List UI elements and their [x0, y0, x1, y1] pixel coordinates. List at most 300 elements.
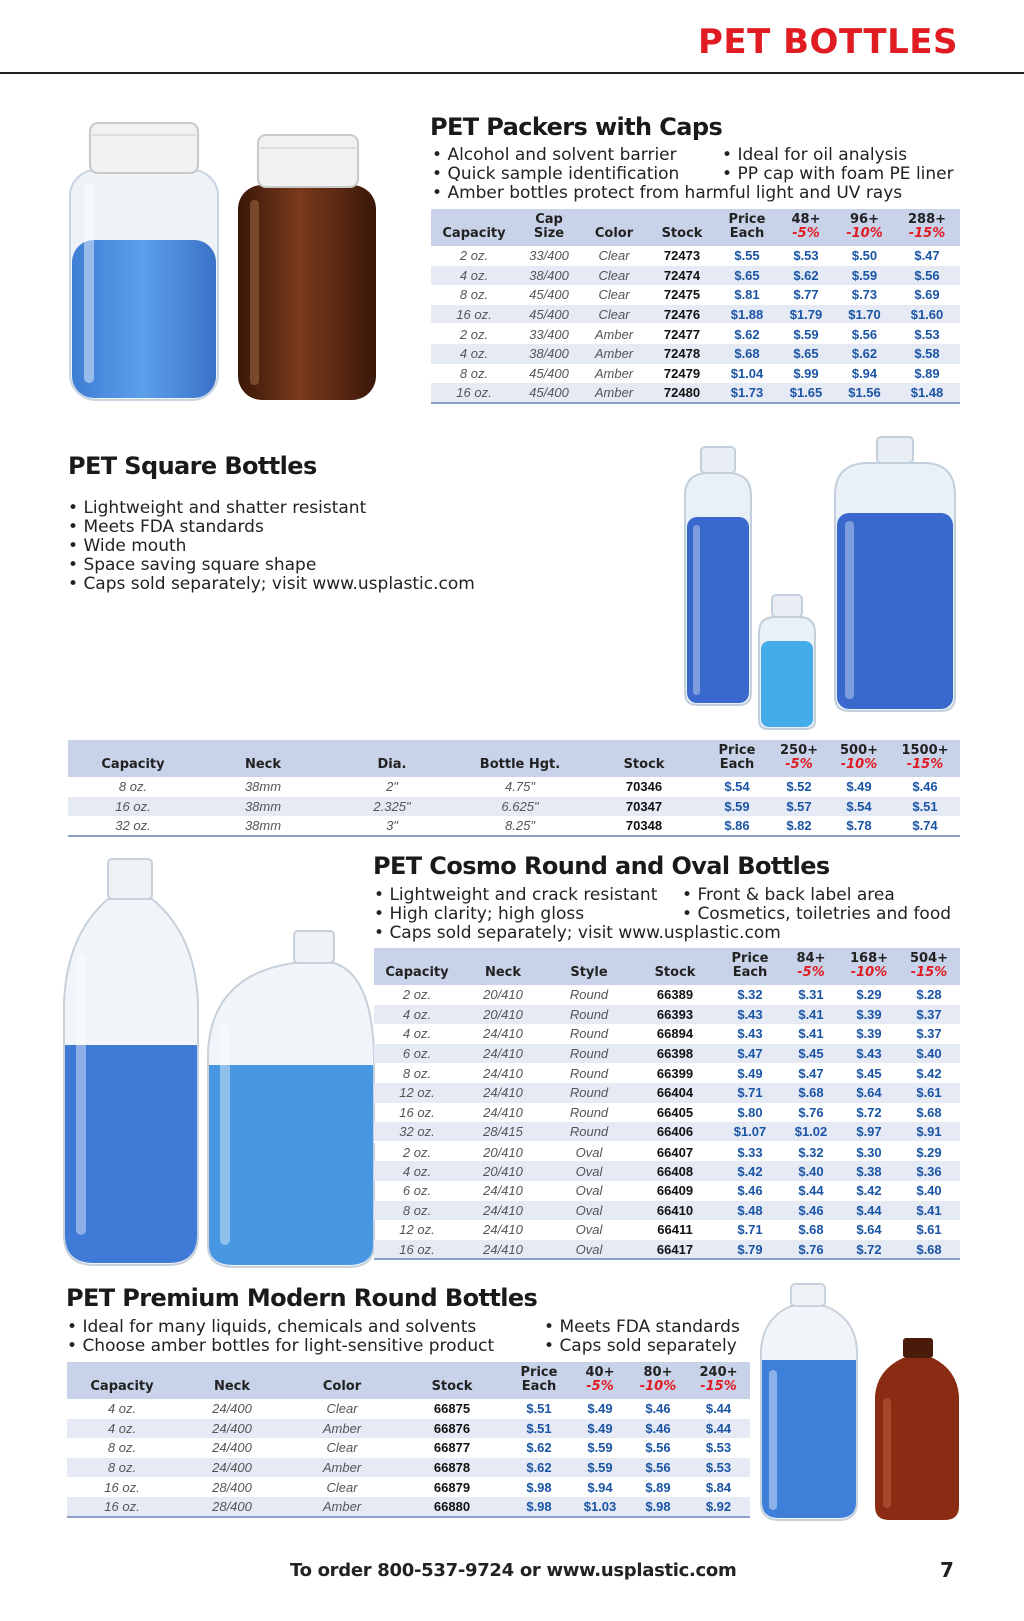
col-tier-2: 500+ -10%: [828, 740, 890, 777]
table-cell: 16 oz.: [431, 383, 517, 403]
table-cell: $.64: [840, 1083, 898, 1103]
cosmo-bullets: [374, 886, 951, 943]
table-cell: $.36: [898, 1161, 960, 1181]
table-cell: $.30: [840, 1142, 898, 1162]
table-cell: 16 oz.: [67, 1497, 177, 1517]
table-cell: Round: [569, 1026, 609, 1042]
table-cell: $.46: [782, 1201, 840, 1221]
table-cell: Clear: [326, 1440, 358, 1456]
col-capacity: Capacity: [374, 948, 460, 985]
table-cell: $.42: [856, 1183, 882, 1199]
table-cell: 6.625": [456, 797, 584, 817]
col-price-each: Price Each: [704, 740, 770, 777]
table-cell: 20/410: [460, 1161, 546, 1181]
packers-bullet: • Amber bottles protect from harmful light and UV rays: [432, 184, 954, 203]
table-cell: $.42: [718, 1161, 782, 1181]
table-cell: $.59: [835, 266, 894, 286]
table-cell: Oval: [546, 1240, 632, 1260]
table-cell: $1.79: [777, 305, 835, 325]
table-cell: $.62: [526, 1440, 552, 1456]
table-cell: 66408: [632, 1161, 718, 1181]
table-cell: 45/400: [529, 365, 569, 381]
table-cell: $.94: [851, 365, 878, 381]
table-cell: $1.88: [717, 305, 777, 325]
table-row: [67, 1458, 750, 1478]
table-cell: $.53: [894, 324, 960, 344]
table-cell: $.46: [645, 1401, 671, 1417]
col-tier-2: 80+ -10%: [629, 1362, 687, 1399]
col-tier-1: 40+ -5%: [571, 1362, 629, 1399]
table-cell: $.40: [916, 1183, 942, 1199]
table-cell: 66393: [632, 1005, 718, 1025]
table-cell: 66404: [632, 1083, 718, 1103]
table-cell: Amber: [581, 324, 647, 344]
table-cell: $.53: [687, 1458, 750, 1478]
col-tier-2: 96+ -10%: [835, 209, 894, 246]
table-cell: $.49: [846, 779, 872, 795]
table-cell: $.49: [571, 1419, 629, 1439]
packers-title: PET Packers with Caps: [430, 113, 723, 141]
table-cell: $.99: [793, 365, 819, 381]
table-cell: 2 oz.: [459, 248, 489, 264]
table-cell: $.50: [851, 248, 878, 264]
table-cell: $.57: [770, 797, 828, 817]
table-cell: 4 oz.: [374, 1005, 460, 1025]
table-cell: $.64: [856, 1222, 882, 1238]
table-row: [67, 1438, 750, 1458]
table-cell: 8 oz.: [374, 1201, 460, 1221]
table-cell: $.61: [916, 1222, 942, 1238]
table-cell: 32 oz.: [374, 1122, 460, 1142]
table-cell: Clear: [598, 248, 630, 264]
table-cell: $.62: [835, 344, 894, 364]
table-cell: 4 oz.: [67, 1419, 177, 1439]
col-stock: Stock: [397, 1362, 507, 1399]
table-row: [374, 1122, 960, 1142]
table-cell: $1.60: [894, 305, 960, 325]
premium-bullet: • Meets FDA standards: [544, 1318, 740, 1337]
table-cell: 20/410: [460, 1142, 546, 1162]
table-cell: 16 oz.: [374, 1240, 460, 1260]
table-cell: $.81: [734, 287, 760, 303]
table-cell: $.44: [687, 1419, 750, 1439]
table-cell: 2 oz.: [431, 324, 517, 344]
table-cell: 66876: [397, 1419, 507, 1439]
premium-bottles-image: [755, 1280, 960, 1525]
table-cell: 72475: [663, 287, 701, 303]
table-row: [374, 1201, 960, 1221]
col-tier-1: 250+ -5%: [770, 740, 828, 777]
col-tier-3: 504+ -15%: [898, 948, 960, 985]
table-cell: 24/400: [177, 1458, 287, 1478]
table-cell: $.51: [507, 1419, 571, 1439]
table-cell: $.65: [717, 266, 777, 286]
table-cell: $.45: [782, 1044, 840, 1064]
premium-bullet: • Ideal for many liquids, chemicals and solvents: [67, 1318, 544, 1337]
table-cell: $.76: [798, 1104, 824, 1120]
table-cell: $.84: [705, 1479, 732, 1495]
table-cell: $.43: [718, 1005, 782, 1025]
table-cell: $.54: [828, 797, 890, 817]
table-cell: 28/400: [212, 1479, 252, 1495]
premium-bullet: • Choose amber bottles for light-sensitive product: [67, 1337, 544, 1356]
table-cell: 6 oz.: [374, 1044, 460, 1064]
packers-bullet: • Quick sample identification: [432, 165, 722, 184]
table-cell: $.29: [856, 987, 882, 1003]
table-cell: $.56: [835, 324, 894, 344]
table-row: [431, 285, 960, 305]
table-cell: $.78: [828, 816, 890, 836]
table-row: [431, 324, 960, 344]
table-cell: $.89: [645, 1479, 671, 1495]
page-header-title: PET BOTTLES: [697, 22, 958, 62]
table-cell: Oval: [546, 1161, 632, 1181]
table-cell: 70348: [584, 816, 704, 836]
col-price-each: Price Each: [717, 209, 777, 246]
col-tier-3: 288+ -15%: [894, 209, 960, 246]
table-cell: 12 oz.: [374, 1083, 460, 1103]
table-cell: $.77: [793, 287, 819, 303]
table-cell: $.79: [718, 1240, 782, 1260]
table-cell: Oval: [575, 1222, 603, 1238]
table-cell: 72479: [663, 365, 701, 381]
table-cell: 8 oz.: [107, 1440, 137, 1456]
table-cell: 4 oz.: [107, 1401, 137, 1417]
table-cell: Round: [569, 1104, 609, 1120]
table-cell: 24/410: [460, 1083, 546, 1103]
table-row: [374, 985, 960, 1005]
table-cell: 16 oz.: [68, 797, 198, 817]
table-cell: $.51: [890, 797, 960, 817]
table-cell: 4 oz.: [402, 1026, 432, 1042]
table-cell: Clear: [598, 287, 630, 303]
table-cell: 24/410: [483, 1222, 523, 1238]
table-cell: $.69: [914, 287, 940, 303]
table-cell: $.62: [717, 324, 777, 344]
table-cell: Amber: [287, 1458, 397, 1478]
table-cell: $.56: [629, 1458, 687, 1478]
table-cell: $.49: [587, 1401, 613, 1417]
table-cell: 66411: [657, 1222, 693, 1238]
square-table-body: [68, 777, 960, 836]
table-cell: 66417: [632, 1240, 718, 1260]
cosmo-bullet: • Lightweight and crack resistant: [374, 886, 682, 905]
table-cell: 72474: [647, 266, 717, 286]
packers-price-table: [431, 209, 960, 404]
table-cell: Round: [569, 1065, 609, 1081]
table-cell: $.80: [737, 1104, 763, 1120]
square-bullet: • Space saving square shape: [68, 556, 475, 575]
table-cell: $.46: [629, 1419, 687, 1439]
table-cell: Clear: [326, 1479, 358, 1495]
table-cell: $.28: [916, 987, 942, 1003]
table-cell: Oval: [575, 1183, 603, 1199]
table-cell: $.94: [587, 1479, 613, 1495]
table-cell: $.58: [894, 344, 960, 364]
table-cell: 32 oz.: [68, 816, 198, 836]
table-cell: $.98: [526, 1479, 552, 1495]
square-title: PET Square Bottles: [68, 452, 317, 480]
table-cell: 38mm: [198, 816, 328, 836]
col-tier-3: 1500+ -15%: [890, 740, 960, 777]
table-cell: $.32: [737, 987, 763, 1003]
table-cell: Oval: [546, 1142, 632, 1162]
table-cell: $.39: [840, 1005, 898, 1025]
table-cell: $.41: [782, 1005, 840, 1025]
table-cell: $.39: [856, 1026, 882, 1042]
table-cell: $.82: [770, 816, 828, 836]
table-cell: 2.325": [328, 797, 456, 817]
table-row: [431, 383, 960, 403]
table-row: [431, 364, 960, 384]
table-cell: Amber: [287, 1419, 397, 1439]
table-row: [431, 344, 960, 364]
table-cell: Clear: [581, 266, 647, 286]
table-cell: 16 oz.: [431, 305, 517, 325]
table-cell: $.44: [840, 1201, 898, 1221]
table-cell: $.91: [898, 1122, 960, 1142]
table-cell: Amber: [287, 1497, 397, 1517]
table-cell: Amber: [581, 344, 647, 364]
table-cell: $.56: [894, 266, 960, 286]
table-cell: 24/400: [212, 1401, 252, 1417]
table-row: [68, 777, 960, 797]
table-cell: 66389: [656, 987, 694, 1003]
col-dia: Dia.: [328, 740, 456, 777]
table-cell: $.37: [916, 1026, 942, 1042]
table-cell: $1.07: [718, 1122, 782, 1142]
table-cell: 28/400: [177, 1497, 287, 1517]
square-bullet: • Wide mouth: [68, 537, 475, 556]
table-cell: $.47: [914, 248, 940, 264]
table-cell: $.59: [587, 1440, 613, 1456]
table-row: [374, 1220, 960, 1240]
col-price-each: Price Each: [507, 1362, 571, 1399]
header-rule: [0, 72, 1024, 74]
table-cell: Oval: [546, 1201, 632, 1221]
col-stock: Stock: [632, 948, 718, 985]
table-cell: 72478: [647, 344, 717, 364]
packers-bullets: [432, 146, 954, 203]
table-cell: $.68: [782, 1083, 840, 1103]
table-cell: $.72: [856, 1104, 882, 1120]
table-cell: $1.73: [717, 383, 777, 403]
col-color: Color: [287, 1362, 397, 1399]
table-cell: $.29: [898, 1142, 960, 1162]
cosmo-bullet: • Cosmetics, toiletries and food: [682, 905, 951, 924]
table-cell: $.53: [793, 248, 819, 264]
table-cell: $.89: [914, 365, 940, 381]
col-cap-size: Cap Size: [517, 209, 581, 246]
table-cell: $.68: [798, 1222, 824, 1238]
table-cell: $.32: [782, 1142, 840, 1162]
premium-title: PET Premium Modern Round Bottles: [66, 1284, 538, 1312]
table-cell: $.47: [718, 1044, 782, 1064]
table-cell: 38/400: [517, 266, 581, 286]
table-cell: $.51: [526, 1401, 552, 1417]
table-row: [374, 1103, 960, 1123]
table-cell: 66405: [656, 1104, 694, 1120]
table-cell: 8 oz.: [402, 1065, 432, 1081]
table-row: [68, 797, 960, 817]
table-cell: 72476: [647, 305, 717, 325]
table-row: [374, 1024, 960, 1044]
square-bottles-image: [665, 435, 965, 731]
table-cell: 66877: [433, 1440, 471, 1456]
table-row: [374, 1063, 960, 1083]
packers-table-body: [431, 246, 960, 403]
table-cell: $.68: [717, 344, 777, 364]
table-cell: $1.65: [777, 383, 835, 403]
table-cell: Clear: [326, 1401, 358, 1417]
table-cell: 4 oz.: [431, 266, 517, 286]
table-cell: $.92: [687, 1497, 750, 1517]
table-cell: 66407: [632, 1142, 718, 1162]
table-cell: 8 oz.: [118, 779, 148, 795]
table-cell: 66878: [397, 1458, 507, 1478]
table-cell: $.98: [507, 1497, 571, 1517]
table-cell: $.31: [798, 987, 824, 1003]
table-cell: $1.56: [835, 383, 894, 403]
table-cell: $.72: [840, 1240, 898, 1260]
table-cell: $.46: [737, 1183, 763, 1199]
square-bullet: • Caps sold separately; visit www.usplastic.com: [68, 575, 475, 594]
cosmo-bullet: • Caps sold separately; visit www.usplastic.com: [374, 924, 951, 943]
table-cell: 38mm: [244, 779, 282, 795]
table-cell: $.33: [718, 1142, 782, 1162]
table-cell: 66410: [632, 1201, 718, 1221]
table-cell: 20/410: [483, 987, 523, 1003]
table-cell: 38mm: [198, 797, 328, 817]
table-cell: 4 oz.: [374, 1161, 460, 1181]
table-cell: 24/400: [177, 1419, 287, 1439]
table-cell: $.45: [856, 1065, 882, 1081]
table-cell: $.62: [777, 266, 835, 286]
premium-bullets: [67, 1318, 740, 1356]
premium-bullet: • Caps sold separately: [544, 1337, 740, 1356]
table-cell: Amber: [581, 383, 647, 403]
table-cell: 16 oz.: [399, 1104, 435, 1120]
packers-bullet: • Ideal for oil analysis: [722, 146, 954, 165]
cosmo-bullet: • High clarity; high gloss: [374, 905, 682, 924]
table-cell: $.40: [782, 1161, 840, 1181]
table-cell: $.76: [782, 1240, 840, 1260]
packers-bullet: • Alcohol and solvent barrier: [432, 146, 722, 165]
cosmo-price-table: [374, 948, 960, 1260]
packers-bullet: • PP cap with foam PE liner: [722, 165, 954, 184]
table-cell: $.74: [890, 816, 960, 836]
square-bullet: • Meets FDA standards: [68, 518, 475, 537]
table-cell: 45/400: [517, 305, 581, 325]
table-cell: $.44: [705, 1401, 732, 1417]
table-cell: $1.03: [571, 1497, 629, 1517]
table-cell: $1.04: [730, 365, 764, 381]
col-stock: Stock: [584, 740, 704, 777]
table-cell: 66894: [656, 1026, 694, 1042]
col-bottle-hgt: Bottle Hgt.: [456, 740, 584, 777]
cosmo-bullet: • Front & back label area: [682, 886, 951, 905]
col-tier-3: 240+ -15%: [687, 1362, 750, 1399]
table-cell: $.71: [718, 1083, 782, 1103]
col-capacity: Capacity: [67, 1362, 177, 1399]
table-cell: $.65: [777, 344, 835, 364]
col-tier-1: 84+ -5%: [782, 948, 840, 985]
table-cell: 33/400: [517, 324, 581, 344]
col-neck: Neck: [460, 948, 546, 985]
table-cell: 66406: [632, 1122, 718, 1142]
table-cell: $.44: [798, 1183, 824, 1199]
page-number: 7: [940, 1558, 954, 1582]
table-cell: $.48: [718, 1201, 782, 1221]
col-price-each: Price Each: [718, 948, 782, 985]
table-cell: $.86: [704, 816, 770, 836]
table-cell: 24/410: [460, 1201, 546, 1221]
table-cell: 24/410: [460, 1044, 546, 1064]
table-cell: 20/410: [460, 1005, 546, 1025]
table-cell: 66398: [632, 1044, 718, 1064]
table-cell: Amber: [594, 365, 634, 381]
table-cell: 16 oz.: [104, 1479, 140, 1495]
table-cell: 33/400: [529, 248, 569, 264]
table-cell: $.38: [840, 1161, 898, 1181]
table-cell: $.42: [916, 1065, 942, 1081]
table-cell: 45/400: [517, 383, 581, 403]
table-cell: $.73: [851, 287, 878, 303]
table-cell: $1.70: [835, 305, 894, 325]
table-cell: $.41: [898, 1201, 960, 1221]
table-cell: $.37: [898, 1005, 960, 1025]
table-cell: $.43: [840, 1044, 898, 1064]
table-row: [67, 1419, 750, 1439]
table-cell: $.61: [898, 1083, 960, 1103]
col-neck: Neck: [198, 740, 328, 777]
table-cell: $1.48: [894, 383, 960, 403]
table-cell: 12 oz.: [399, 1222, 435, 1238]
cosmo-title: PET Cosmo Round and Oval Bottles: [373, 852, 830, 880]
table-cell: Round: [546, 1005, 632, 1025]
table-cell: 66879: [433, 1479, 471, 1495]
table-row: [67, 1497, 750, 1517]
table-cell: 45/400: [529, 287, 569, 303]
table-cell: $.68: [898, 1240, 960, 1260]
table-cell: 66875: [433, 1401, 471, 1417]
table-cell: $.53: [705, 1440, 732, 1456]
table-cell: $.59: [571, 1458, 629, 1478]
table-cell: $.43: [737, 1026, 763, 1042]
premium-price-table: [67, 1362, 750, 1518]
table-cell: $.97: [840, 1122, 898, 1142]
table-row: [374, 1240, 960, 1260]
table-row: [374, 1181, 960, 1201]
table-cell: Clear: [581, 305, 647, 325]
table-cell: 28/415: [460, 1122, 546, 1142]
table-cell: 66409: [656, 1183, 694, 1199]
table-cell: 6 oz.: [402, 1183, 432, 1199]
table-row: [374, 1044, 960, 1064]
table-row: [431, 246, 960, 266]
col-stock: Stock: [647, 209, 717, 246]
table-cell: 2 oz.: [402, 987, 432, 1003]
table-row: [374, 1083, 960, 1103]
col-capacity: Capacity: [431, 209, 517, 246]
table-row: [374, 1161, 960, 1181]
table-cell: 38/400: [517, 344, 581, 364]
table-cell: $.98: [629, 1497, 687, 1517]
table-row: [431, 266, 960, 286]
table-cell: 70347: [584, 797, 704, 817]
col-tier-1: 48+ -5%: [777, 209, 835, 246]
table-row: [374, 1005, 960, 1025]
